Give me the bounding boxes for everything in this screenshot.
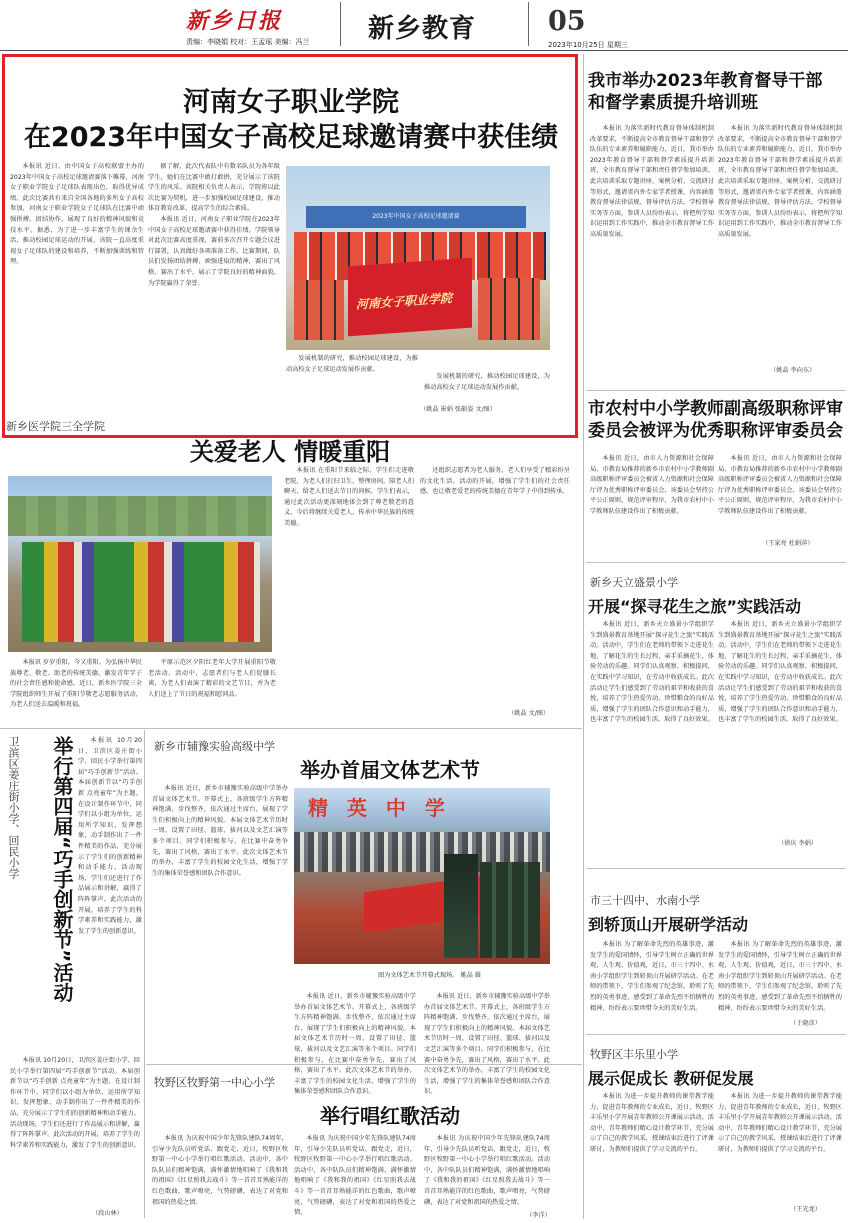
lead-article-col1: 本报讯 近日，由中国女子高校联盟主办的2023年中国女子高校足球邀请赛落下帷幕，河南女子职业学院女子足球队表现出色，取得优异成绩。此次比赛共有来自全国各地的多所女子高校参加，河南女子职业学院女子足球队在比赛中顽强拼搏、团结协作，展现了良好的精神风貌和竞技水平。据悉，为了进一步丰富学生的课余生活，推动校园足球运动的开展，该院一直高度重视女子足球队的建设和培养，不断加强训练和管理。 xyxy=(10,163,144,266)
photo-banner: 2023年中国女子高校足球邀请赛 xyxy=(306,206,526,228)
training-byline: （姚晶 李向东） xyxy=(770,367,816,374)
art-festival-photo xyxy=(294,788,550,964)
page-number: 05 xyxy=(548,6,586,37)
committee-body-col1: 本报讯 近日，由市人力资源和社会保障局、市教育局推荐的新乡市农村中小学教师副高级职称评审委员会被省人力资源和社会保障厅评为优秀职称评审委员会。该委员会坚持公平公正原则，规范评审程序，为我市农村中小学教师队伍建设作出了积极贡献。 xyxy=(590,455,714,515)
study-trip-label: 市三十四中、水南小学 xyxy=(590,894,700,907)
elderly-title: 关爱老人 情暖重阳 xyxy=(189,438,391,466)
side-divider xyxy=(144,730,145,1218)
art-festival-body: 本报讯 近日，新乡市辅豫实验高级中学举办首届文体艺术节。开幕式上，各班级学生方阵精神饱满、步伐整齐，依次通过主席台，展现了学生们积极向上的精神风貌。本届文体艺术节历时一周，设置了田径、篮球、拔河以及文艺汇演等多个项目。同学们积极参与，在比赛中奋勇争先，赛出了风格，赛出了水平。此次文体艺术节的举办，丰富了学生的校园文化生活，增强了学生的集体荣誉感和团队合作意识。 xyxy=(152,785,288,877)
peanut-school-label: 新乡天立盛景小学 xyxy=(590,576,678,589)
rule xyxy=(146,1064,582,1065)
teaching-label: 牧野区丰乐里小学 xyxy=(590,1048,678,1061)
rule xyxy=(586,1034,846,1035)
crafts-byline: （段山林） xyxy=(92,1210,123,1217)
masthead-divider-2 xyxy=(528,2,529,46)
peanut-byline: （徐庆 李娟） xyxy=(778,840,818,847)
lead-article-col4: 发展机制的研究，推动校园足球建设，为推动高校女子足球运动发展作贡献。 xyxy=(286,355,418,373)
committee-body-col2: 本报讯 近日，由市人力资源和社会保障局、市教育局推荐的新乡市农村中小学教师副高级职称评审委员会被省人力资源和社会保障厅评为优秀职称评审委员会。该委员会坚持公平公正原则，规范评审程序，为我市农村中小学教师队伍建设作出了积极贡献。 xyxy=(718,455,842,515)
training-body-col1: 本报讯 为落实新时代教育督导体制机制改革要求，不断提高全市教育督导干部和督学队伍的专业素养和履职能力，近日，我市举办2023年教育督导干部和督学素质提升培训班，全市教育督导干部和责任督学参加培训。此次培训采取专题讲座、案例分析、交流研讨等形式，邀请省内外专家学者授课，内容涵盖教育督导法律法规、督导评估方法、学校督导实务等方面。参训人员纷纷表示，将把所学知识运用到工作实践中，推动全市教育督导工作高质量发展。 xyxy=(590,125,714,238)
section-title: 新乡教育 xyxy=(368,14,477,44)
right-column-divider xyxy=(583,54,584,1219)
lead-article-byline: （姚晶 崔娟 张砺姿 文/图） xyxy=(420,406,497,413)
art-festival-body-2: 本报讯 近日，新乡市辅豫实验高级中学举办首届文体艺术节。开幕式上，各班级学生方阵精神饱满、步伐整齐，依次通过主席台，展现了学生们积极向上的精神风貌。本届文体艺术节历时一周，设置了田径、篮球、拔河以及文艺汇演等多个项目。同学们积极参与，在比赛中奋勇争先，赛出了风格，赛出了水平。此次文体艺术节的举办，丰富了学生的校园文化生活，增强了学生的集体荣誉感和团队合作意识。 xyxy=(294,993,416,1096)
training-body-col2: 本报讯 为落实新时代教育督导体制机制改革要求，不断提高全市教育督导干部和督学队伍的专业素养和履职能力，近日，我市举办2023年教育督导干部和督学素质提升培训班，全市教育督导干部和责任督学参加培训。此次培训采取专题讲座、案例分析、交流研讨等形式，邀请省内外专家学者授课，内容涵盖教育督导法律法规、督导评估方法、学校督导实务等方面。参训人员纷纷表示，将把所学知识运用到工作实践中，推动全市教育督导工作高质量发展。 xyxy=(718,125,842,238)
masthead-editors: 责编：李晓娟 校对：王孟瑶 美编：冯兰 xyxy=(186,38,310,46)
art-festival-school-label: 新乡市辅豫实验高级中学 xyxy=(154,740,275,753)
elderly-dance-photo xyxy=(8,476,272,652)
training-title-line2: 和督学素质提升培训班 xyxy=(588,93,758,113)
marching-column xyxy=(480,862,540,958)
title-committee-line2: 委员会被评为优秀职称评审委员会 xyxy=(588,421,843,441)
song-body-col3: 本报讯 为庆祝中国少年先锋队建队74周年，引导少先队员听党话、跟党走，近日，牧野区牧野第一中心小学举行唱红歌活动。活动中，各中队队员们精神饱满，满怀激情地唱响了《我和我的祖国》《红星照我去战斗》等一首首耳熟能详的红色歌曲，歌声嘹亮，气势磅礴，表达了对党和祖国的热爱之情。 xyxy=(424,1135,550,1206)
players-right xyxy=(478,278,540,340)
crafts-school-label: 卫滨区姜庄街小学、回民小学 xyxy=(7,736,20,879)
peanut-body-col1: 本报讯 近日，新乡天立盛景小学组织学生到盛景教育基地开展“探寻花生之旅”实践活动。活动中，学生们在老师的带领下走进花生地，了解花生的生长过程，亲手采摘花生，体验劳动的乐趣。同学们认真观察、积极提问，在实践中学习知识，在劳动中收获成长。此次活动让学生们感受到了劳动的艰辛和收获的喜悦，培养了学生热爱劳动、珍惜粮食的良好品质，增强了学生的团队合作意识和动手能力，也丰富了学生的校园生活，取得了良好效果。 xyxy=(590,621,714,724)
crafts-title: 举行第四届“巧手创新节”活动 xyxy=(50,736,74,1003)
lead-article-title-line2: 在2023年中国女子高校足球邀请赛中获佳绩 xyxy=(23,122,559,153)
elderly-byline: （姚晶 文/图） xyxy=(508,710,550,717)
study-trip-body-col2: 本报讯 为了解革命先烈的英雄事迹，激发学生的爱国情怀，引导学生树立正确的世界观、人生观、价值观，近日，市三十四中、水南小学组织学生到轿顶山开展研学活动。在老师的带领下，学生们参观了纪念馆，聆听了先烈的英勇事迹，感受到了革命先烈不怕牺牲的精神，纷纷表示要珍惜今天的美好生活。 xyxy=(718,941,842,1012)
honor-guard xyxy=(444,854,478,958)
team-flag-text: 河南女子职业学院 xyxy=(356,291,453,312)
masthead-divider xyxy=(340,2,341,46)
art-festival-title: 举办首届文体艺术节 xyxy=(300,758,480,782)
rule xyxy=(586,868,846,869)
football-team-photo xyxy=(286,166,550,350)
crafts-body-bottom: 本报讯 10月20日，卫滨区姜庄街小学、回民小学举行第四届“巧手创新节”活动。本届创新节以“巧手创新 点亮童年”为主题，在设计制作环节中，同学们以小组为单位，运用所学知识，发挥想象，动手制作出了一件件精美的作品，充分展示了学生们的创新精神和动手能力。活动现场，学生们还进行了作品展示和讲解，赢得了阵阵掌声。此次活动的开展，培养了学生的科学素养和实践能力，激发了学生的创新意识。 xyxy=(10,1057,140,1149)
issue-date: 2023年10月25日 星期三 xyxy=(548,41,628,49)
training-title-line1: 我市举办2023年教育督导干部 xyxy=(588,71,823,91)
lead-article-col2: 据了解，此次代表队中有数名队员为各年级学生，她们在比赛中敢打敢拼，充分展示了该院学生的风采。该院相关负责人表示，学院将以此次比赛为契机，进一步加强校园足球建设，推动体育教育改革，提高学生的综合素质。 本报讯 近日，河南女子职业学院在2023年中国女子高校足球邀请赛中获得佳绩。学院领导对此次比赛高度重视，赛前多次召开专题会议进行部署，认真做好各项准备工作。比赛期间，队员们发扬团结拼搏、顽强进取的精神，赛出了风格、赛出了水平，展示了学院良好的精神面貌，为学院赢得了荣誉。 xyxy=(148,163,280,287)
art-festival-photo-caption: 图为文体艺术节开幕式现场。 姚晶 摄 xyxy=(378,972,481,979)
elderly-col-far: 还组织志愿者为老人服务，老人们享受了精彩纷呈的文化生活。活动的开展，增强了学生们的社会责任感，也让敬老爱老的传统美德在青年学子中得到传承。 xyxy=(420,467,570,496)
school-sign: 精 英 中 学 xyxy=(308,796,451,820)
teaching-title: 展示促成长 教研促发展 xyxy=(588,1069,754,1088)
study-trip-title: 到轿顶山开展研学活动 xyxy=(588,915,749,934)
song-body-col1: 本报讯 为庆祝中国少年先锋队建队74周年，引导少先队员听党话、跟党走，近日，牧野区牧野第一中心小学举行唱红歌活动。活动中，各中队队员们精神饱满，满怀激情地唱响了《我和我的祖国》《红星照我去战斗》等一首首耳熟能详的红色歌曲，歌声嘹亮，气势磅礴，表达了对党和祖国的热爱之情。 xyxy=(152,1135,288,1206)
elderly-col-right: 本报讯 在重阳节来临之际，学生们走进敬老院，为老人们打扫卫生、整理房间，陪老人们聊天，给老人们送去节日的问候。学生们表示，通过此次活动更深刻地体会到了尊老敬老的意义，今后将继续关爱老人，传承中华民族的传统美德。 xyxy=(284,467,414,527)
crafts-body-col: 本报讯 10月20日，卫滨区姜庄街小学、回民小学举行第四届“巧手创新节”活动。本届创新节以“巧手创新 点亮童年”为主题，在设计制作环节中，同学们以小组为单位，运用所学知识，发挥想象，动手制作出了一件件精美的作品，充分展示了学生们的创新精神和动手能力。活动现场，学生们还进行了作品展示和讲解，赢得了阵阵掌声。此次活动的开展，培养了学生的科学素养和实践能力，激发了学生的创新意识。 xyxy=(78,737,142,935)
art-festival-body-3: 本报讯 近日，新乡市辅豫实验高级中学举办首届文体艺术节。开幕式上，各班级学生方阵精神饱满、步伐整齐，依次通过主席台，展现了学生们积极向上的精神风貌。本届文体艺术节历时一周，设置了田径、篮球、拔河以及文艺汇演等多个项目。同学们积极参与，在比赛中奋勇争先，赛出了风格，赛出了水平。此次文体艺术节的举办，丰富了学生的校园文化生活，增强了学生的集体荣誉感和团队合作意识。 xyxy=(424,993,550,1096)
study-trip-body-col1: 本报讯 为了解革命先烈的英雄事迹，激发学生的爱国情怀，引导学生树立正确的世界观、人生观、价值观，近日，市三十四中、水南小学组织学生到轿顶山开展研学活动。在老师的带领下，学生们参观了纪念馆，聆听了先烈的英勇事迹，感受到了革命先烈不怕牺牲的精神，纷纷表示要珍惜今天的美好生活。 xyxy=(590,941,714,1012)
committee-byline: （王家亮 杜娟萍） xyxy=(762,540,814,547)
peanut-title: 开展“探寻花生之旅”实践活动 xyxy=(588,597,802,616)
elderly-col-mid: 平原示范区夕阳红老年大学开展重阳节敬老活动。活动中，志愿者们与老人们促膝长谈，为老人们表演了精彩的文艺节目，并为老人们送上了节日的祝福和慰问品。 xyxy=(148,659,276,698)
rule xyxy=(586,562,846,563)
song-body-col2: 本报讯 为庆祝中国少年先锋队建队74周年，引导少先队员听党话、跟党走，近日，牧野区牧野第一中心小学举行唱红歌活动。活动中，各中队队员们精神饱满，满怀激情地唱响了《我和我的祖国》《红星照我去战斗》等一首首耳熟能详的红色歌曲，歌声嘹亮，气势磅礴，表达了对党和祖国的热爱之情。 xyxy=(294,1135,416,1217)
lead-article-title-line1: 河南女子职业学院 xyxy=(183,87,399,118)
masthead-logo: 新乡日报 xyxy=(186,8,283,34)
trees xyxy=(8,496,272,536)
teaching-body-col2: 本报讯 为进一步提升教师的课堂教学能力，促进青年教师的专业成长，近日，牧野区丰乐里小学开展青年教师公开课展示活动。活动中，青年教师们精心设计教学环节，充分展示了自己的教学风采，授课结束后进行了评课研讨，为教师们提供了学习交流的平台。 xyxy=(718,1093,842,1153)
dancers xyxy=(22,542,260,642)
teaching-byline: （王光龙） xyxy=(790,1206,821,1213)
lead-article-col4b: 发展机制的研究，推动校园足球建设，为推动高校女子足球运动发展作贡献。 xyxy=(424,373,550,391)
elderly-caption: 本报讯 岁岁重阳，今又重阳。为弘扬中华民族尊老、敬老、助老的传统美德，激发青年学子的社会责任感和使命感，近日，新乡医学院三全学院组织师生开展了重阳节敬老志愿服务活动，为老人们送去温暖和祝福。 xyxy=(10,659,142,709)
song-school-label: 牧野区牧野第一中心小学 xyxy=(154,1076,275,1089)
study-trip-byline: （于晓彦） xyxy=(790,1020,821,1027)
teaching-body-col1: 本报讯 为进一步提升教师的课堂教学能力，促进青年教师的专业成长，近日，牧野区丰乐里小学开展青年教师公开课展示活动。活动中，青年教师们精心设计教学环节，充分展示了自己的教学风采，授课结束后进行了评课研讨，为教师们提供了学习交流的平台。 xyxy=(590,1093,714,1153)
song-title: 举行唱红歌活动 xyxy=(320,1104,460,1128)
rule xyxy=(0,728,582,729)
song-byline: （李洋） xyxy=(526,1212,551,1219)
rule xyxy=(586,390,846,391)
players-left xyxy=(294,280,344,340)
title-committee-line1: 市农村中小学教师副高级职称评审 xyxy=(588,399,843,419)
team-flag xyxy=(348,258,472,337)
elderly-school-label: 新乡医学院三全学院 xyxy=(6,420,105,433)
masthead-rule xyxy=(0,50,848,51)
peanut-body-col2: 本报讯 近日，新乡天立盛景小学组织学生到盛景教育基地开展“探寻花生之旅”实践活动。活动中，学生们在老师的带领下走进花生地，了解花生的生长过程，亲手采摘花生，体验劳动的乐趣。同学们认真观察、积极提问，在实践中学习知识，在劳动中收获成长。此次活动让学生们感受到了劳动的艰辛和收获的喜悦，培养了学生热爱劳动、珍惜粮食的良好品质，增强了学生的团队合作意识和动手能力，也丰富了学生的校园生活，取得了良好效果。 xyxy=(718,621,842,724)
